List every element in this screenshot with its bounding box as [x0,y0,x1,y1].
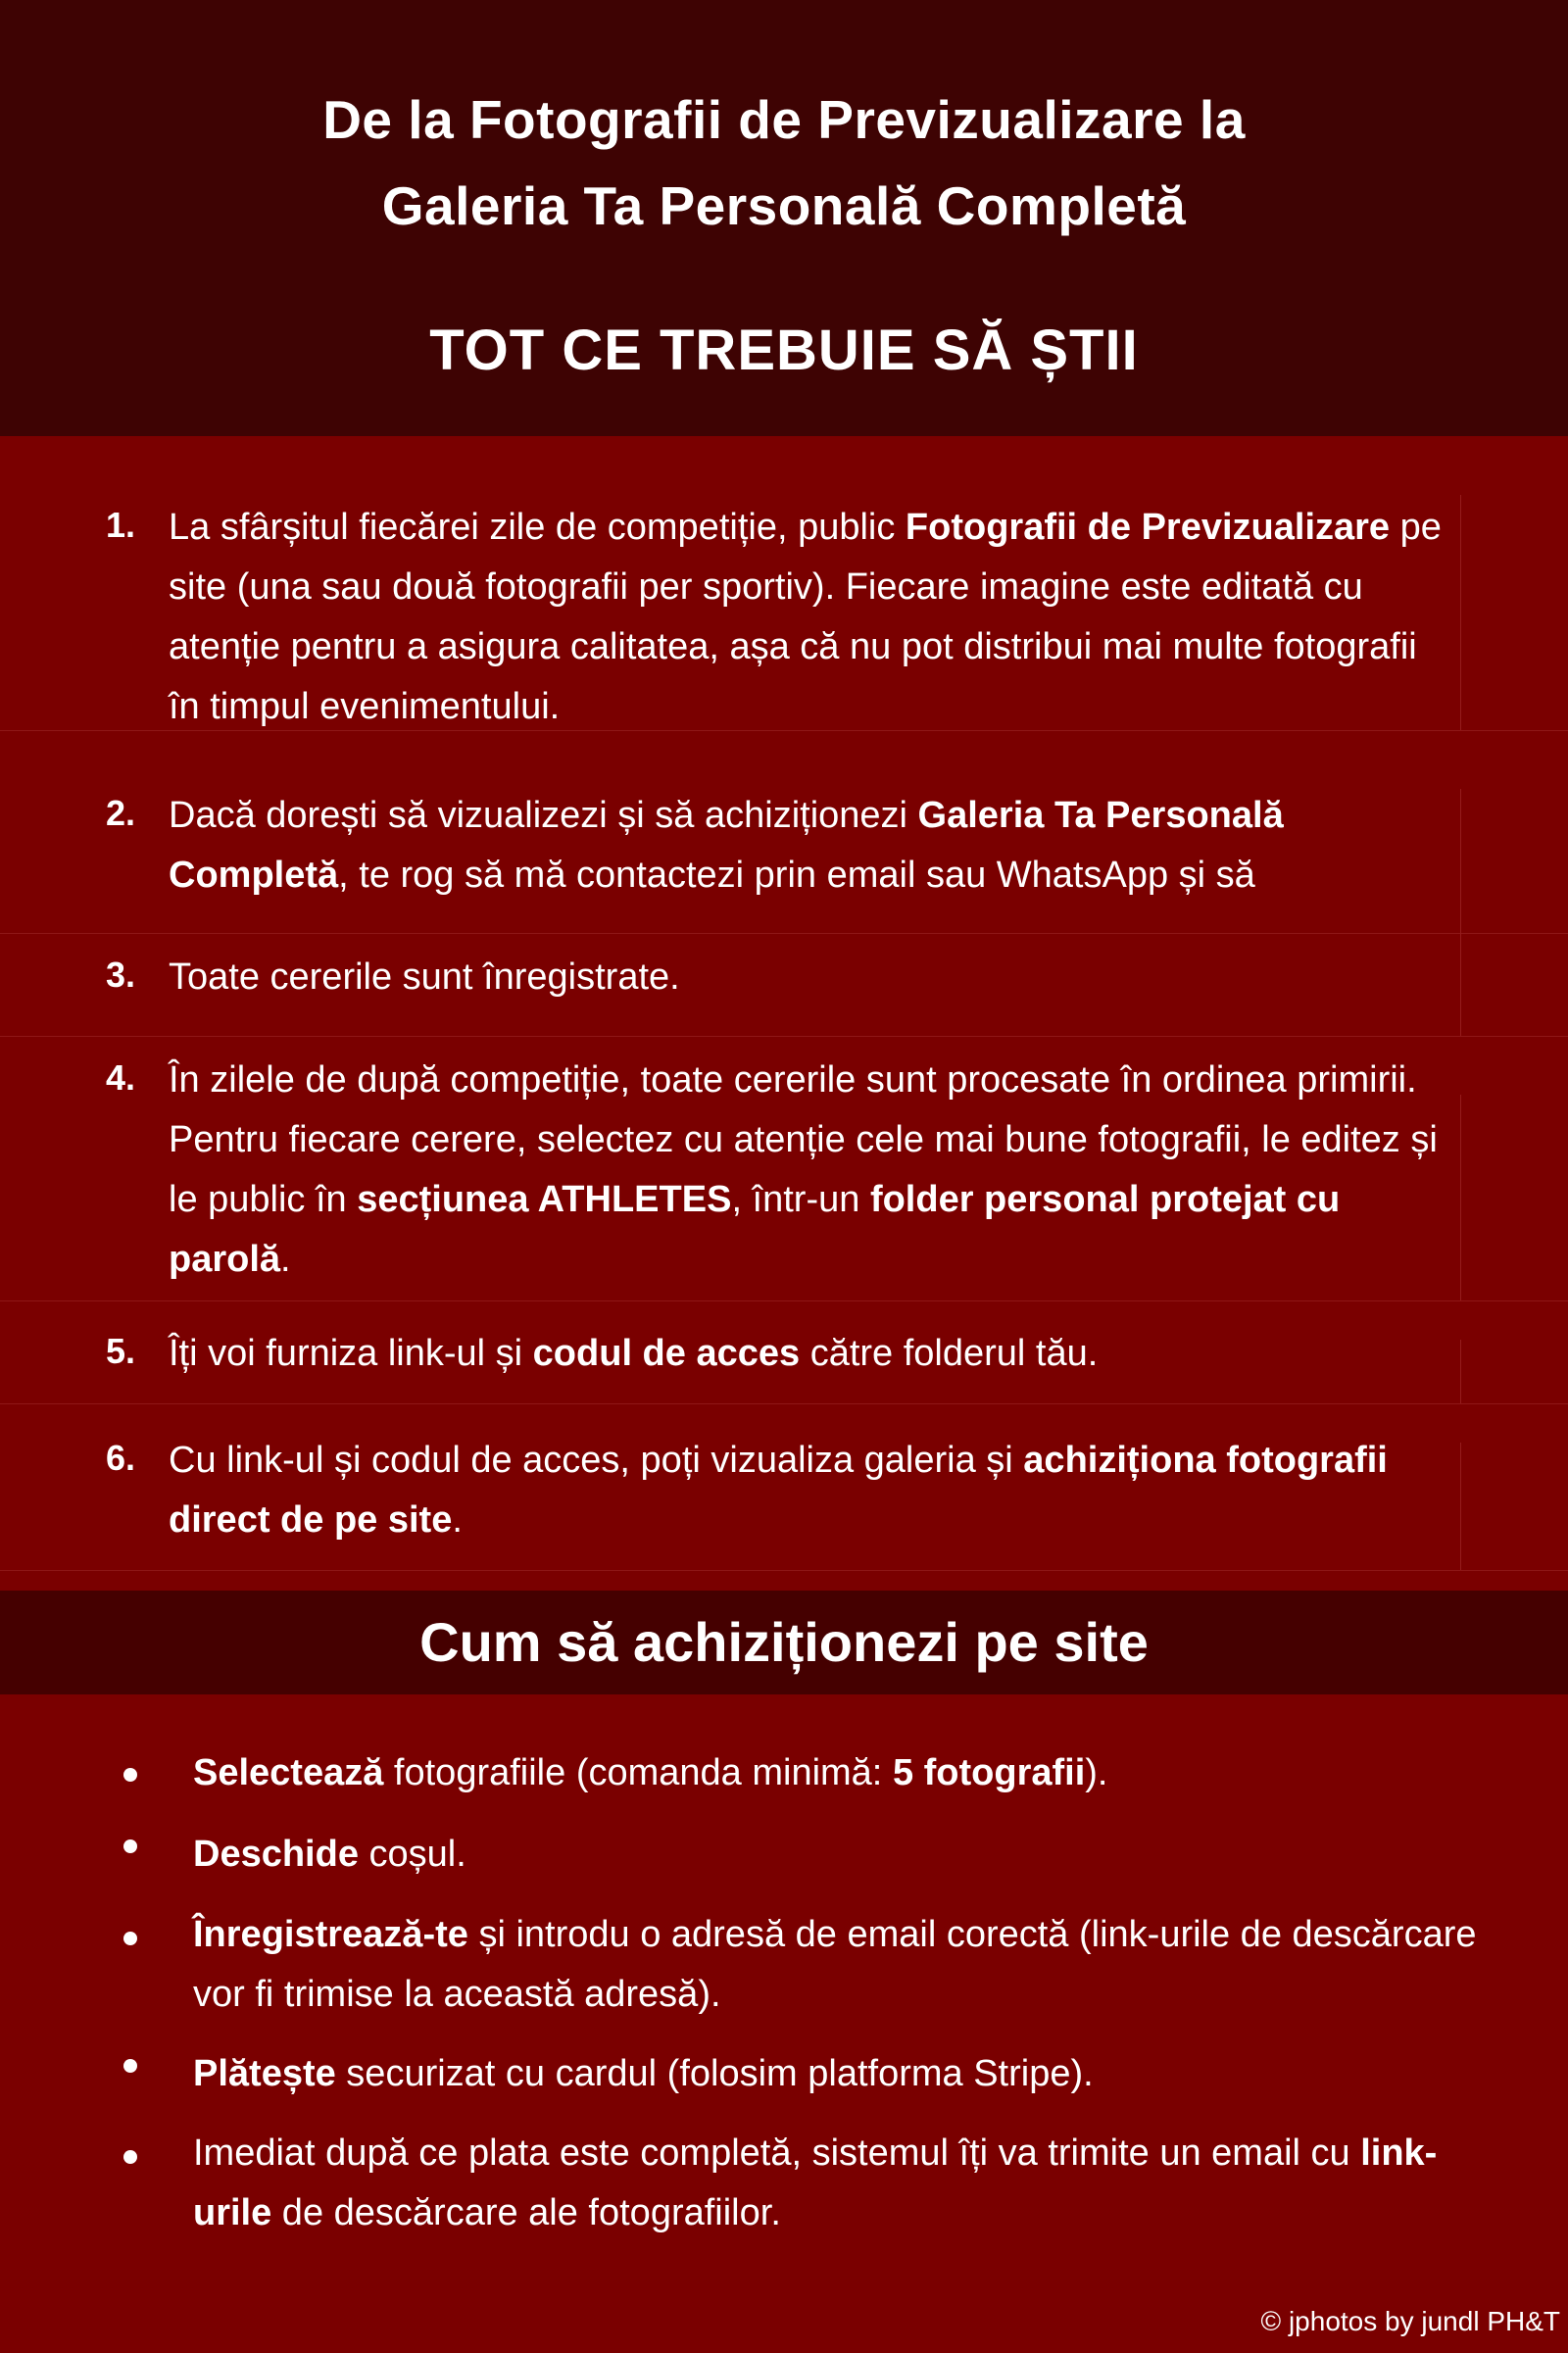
list-item: Deschide coșul. [193,1834,466,1875]
step-text: Cu link-ul și codul de acces, poți vizualiza galeria și achiziționa fotografii direct de pe site. [169,1440,1388,1541]
step-3 [0,933,1568,1037]
step-text: La sfârșitul fiecărei zile de competiție, public Fotografii de Previzualizare pe site (una sau două fotografii per sportiv). Fiecare imagine este editată cu atenție pentru a asigura calitatea, așa că nu pot distribui mai multe fotografii în timpul evenimentului. [169,507,1442,727]
step-1 [0,436,1568,731]
steps-list [0,436,1568,1591]
section-title: Cum să achiziționezi pe site [419,1611,1149,1673]
list-item: Înregistrează-te și introdu o adresă de email corectă (link-urile de descărcare vor fi trimise la această adresă). [193,1914,1477,2015]
step-number: 5. [106,1331,136,1371]
divider [1460,933,1461,1036]
step-number: 6. [106,1438,136,1478]
step-4 [0,1036,1568,1301]
copyright-credit: © jphotos by jundl PH&T [1260,2306,1560,2336]
divider [1460,1095,1461,1300]
divider [1460,1340,1461,1403]
bullet-icon [123,1839,137,1853]
title-line-2: Galeria Ta Personală Completă [381,175,1187,236]
step-text: Îți voi furniza link-ul și codul de acces către folderul tău. [169,1333,1099,1374]
list-item: Plătește securizat cu cardul (folosim platforma Stripe). [193,2053,1094,2094]
bullet-icon [123,2150,137,2164]
list-item: Selectează fotografiile (comanda minimă: 5 fotografii). [193,1752,1108,1793]
step-text: Dacă dorești să vizualizezi și să achiziționezi Galeria Ta Personală Completă, te rog să mă contactezi prin email sau WhatsApp și să [169,795,1284,896]
divider [1460,495,1461,730]
step-number: 4. [106,1057,136,1098]
header-band [0,0,1568,436]
step-number: 1. [106,505,136,545]
bullet-icon [123,1932,137,1945]
bullet-icon [123,2059,137,2073]
step-5 [0,1300,1568,1404]
page-subtitle: TOT CE TREBUIE SĂ ȘTII [429,319,1139,382]
step-6 [0,1403,1568,1571]
step-text: În zilele de după competiție, toate cererile sunt procesate în ordinea primirii. Pentru fiecare cerere, selectez cu atenție cele mai bune fotografii, le editez și le public în secțiunea ATHLETES, într-un folder personal protejat cu parolă. [169,1059,1438,1280]
page-title [0,76,1568,249]
step-number: 2. [106,793,136,833]
divider [1460,1443,1461,1570]
step-2 [0,730,1568,934]
title-line-1: De la Fotografii de Previzualizare la [322,89,1246,150]
divider [1460,789,1461,933]
step-number: 3. [106,955,136,995]
list-item: Imediat după ce plata este completă, sistemul îți va trimite un email cu link-urile de descărcare ale fotografiilor. [193,2132,1438,2233]
step-text: Toate cererile sunt înregistrate. [169,956,680,998]
bullet-icon [123,1768,137,1782]
